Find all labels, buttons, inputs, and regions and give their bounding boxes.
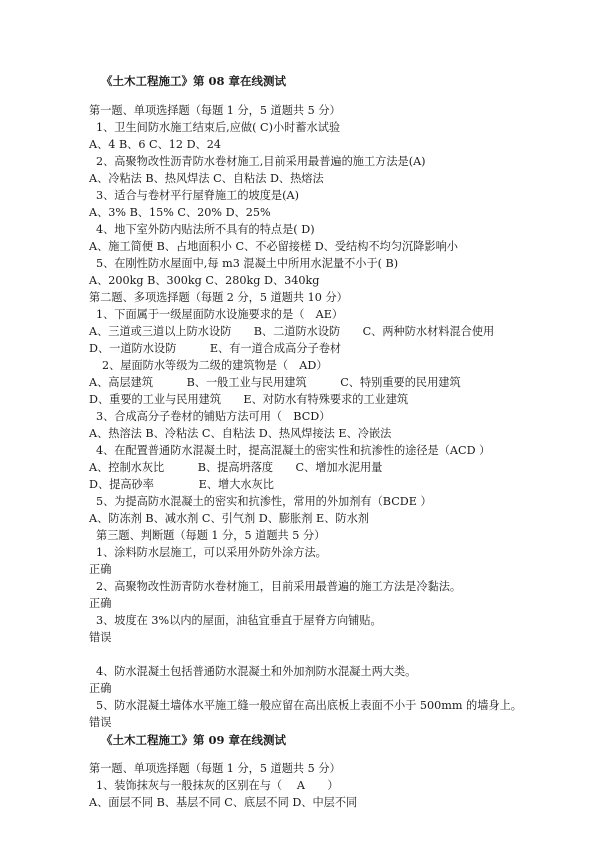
question: 5、防水混凝土墙体水平施工缝一般应留在高出底板上表面不小于 500mm 的墙身上。 — [96, 699, 522, 712]
options: A、4 B、6 C、12 D、24 — [89, 138, 221, 151]
options: A、3% B、15% C、20% D、25% — [89, 206, 271, 219]
question: 5、在刚性防水屋面中,每 m3 混凝土中所用水泥量不小于( B) — [96, 257, 399, 270]
options: A、200kg B、300kg C、280kg D、340kg — [89, 274, 320, 287]
section-heading: 第三题、判断题（每题 1 分，5 道题共 5 分） — [96, 529, 326, 542]
question: 3、适合与卷材平行屋脊施工的坡度是(A) — [96, 189, 299, 202]
section-heading: 第二题、多项选择题（每题 2 分，5 道题共 10 分） — [89, 291, 348, 304]
options: D、提高砂率 E、增大水灰比 — [89, 478, 274, 491]
question: 2、高聚物改性沥青防水卷材施工，目前采用最普遍的施工方法是冷黏法。 — [96, 580, 462, 593]
options: A、面层不同 B、基层不同 C、底层不同 D、中层不同 — [89, 796, 358, 809]
options: D、一道防水设防 E、有一道合成高分子卷材 — [89, 342, 342, 355]
question: 1、装饰抹灰与一般抹灰的区别在与（ A ） — [96, 779, 339, 792]
options: A、热溶法 B、冷粘法 C、自粘法 D、热风焊接法 E、冷嵌法 — [89, 427, 392, 440]
options: A、冷粘法 B、热风焊法 C、自粘法 D、热熔法 — [89, 172, 324, 185]
section-heading: 第一题、单项选择题（每题 1 分，5 道题共 5 分） — [89, 104, 341, 117]
answer: 正确 — [89, 682, 112, 695]
chapter-title: 《土木工程施工》第 08 章在线测试 — [101, 74, 287, 88]
question: 3、合成高分子卷材的铺贴方法可用（ BCD） — [96, 410, 331, 423]
question: 1、涂料防水层施工，可以采用外防外涂方法。 — [96, 546, 327, 559]
options: A、三道或三道以上防水设防 B、二道防水设防 C、两种防水材料混合使用 — [89, 325, 495, 338]
question: 4、地下室外防内贴法所不具有的特点是( D) — [96, 223, 315, 236]
answer: 错误 — [89, 631, 112, 644]
options: A、控制水灰比 B、提高坍落度 C、增加水泥用量 — [89, 461, 383, 474]
options: A、施工简便 B、占地面积小 C、不必留接槎 D、受结构不均匀沉降影响小 — [89, 240, 458, 253]
question: 2、屋面防水等级为二级的建筑物是（ AD） — [102, 359, 328, 372]
answer: 正确 — [89, 563, 112, 576]
options: A、防冻剂 B、减水剂 C、引气剂 D、膨胀剂 E、防水剂 — [89, 512, 369, 525]
question: 1、下面属于一级屋面防水设施要求的是（ AE） — [96, 308, 344, 321]
chapter-title: 《土木工程施工》第 09 章在线测试 — [101, 733, 287, 747]
question: 4、在配置普通防水混凝土时，提高混凝土的密实性和抗渗性的途径是（ACD ） — [96, 444, 491, 457]
question: 5、为提高防水混凝土的密实和抗渗性，常用的外加剂有（BCDE ） — [96, 495, 432, 508]
question: 3、坡度在 3%以内的屋面，油毡宜垂直于屋脊方向铺贴。 — [96, 614, 382, 627]
answer: 正确 — [89, 597, 112, 610]
question: 1、卫生间防水施工结束后,应做( C)小时蓄水试验 — [96, 121, 341, 134]
options: D、重要的工业与民用建筑 E、对防水有特殊要求的工业建筑 — [89, 393, 409, 406]
question: 4、防水混凝土包括普通防水混凝土和外加剂防水混凝土两大类。 — [96, 665, 417, 678]
question: 2、高聚物改性沥青防水卷材施工,目前采用最普遍的施工方法是(A) — [96, 155, 426, 168]
options: A、高层建筑 B、一般工业与民用建筑 C、特别重要的民用建筑 — [89, 376, 461, 389]
answer: 错误 — [89, 716, 112, 729]
section-heading: 第一题、单项选择题（每题 1 分，5 道题共 5 分） — [89, 762, 341, 775]
